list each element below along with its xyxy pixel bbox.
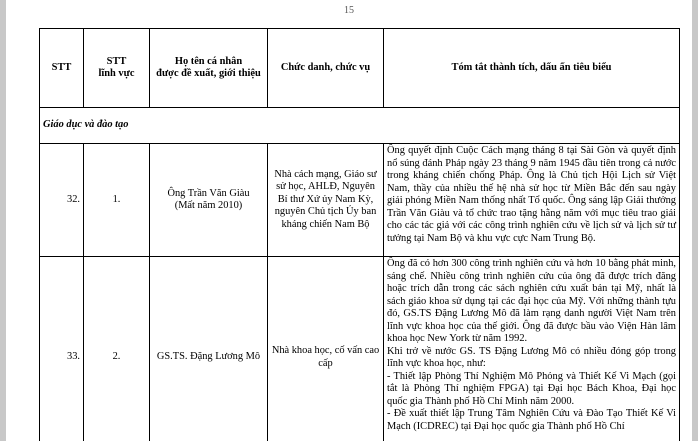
row-field-stt: 2.: [84, 257, 150, 441]
page-number: 15: [344, 5, 354, 16]
header-name: [150, 29, 268, 108]
row-name: [150, 144, 268, 257]
section-title: Giáo dục và đào tạo: [40, 108, 680, 144]
header-stt-field-line2: lĩnh vực: [98, 68, 135, 79]
row-name: [150, 257, 268, 441]
summary-paragraph: Ông đã có hơn 300 công trình nghiên cứu và hơn 10 bằng phát minh, sáng chế. Nhiều công trình nghiên cứu của ông đã được trích đăng hoặc trích dẫn trong các sách nghiên cứu xuất bản tại Mỹ, nhất là sách giáo khoa sử dụng tại các đại học của Mỹ. Với những thành tựu đó, GS.TS Đặng Lương Mô đã làm rạng danh người Việt Nam trên lĩnh vực khoa học của thế giới. Ông đã được bầu vào Viện Hàn lâm khoa học New York từ năm 1992.: [387, 258, 676, 344]
summary-paragraph: Khi trở về nước GS. TS Đặng Lương Mô có nhiều đóng góp trong lĩnh vực khoa học, như:: [387, 345, 676, 369]
row-title: Nhà khoa học, cố vấn cao cấp: [268, 257, 384, 441]
row-title: Nhà cách mạng, Giáo sư sử học, AHLĐ, Nguyên Bí thư Xứ ủy Nam Kỳ, nguyên Chủ tịch Ủy ban kháng chiến Nam Bộ: [268, 144, 384, 257]
row-summary: [384, 257, 680, 441]
document-page: [6, 0, 692, 441]
header-stt: STT: [40, 29, 84, 108]
row-field-stt: 1.: [84, 144, 150, 257]
header-summary: Tóm tắt thành tích, dấu ấn tiêu biểu: [384, 29, 680, 108]
row-name-line1: Ông Trần Văn Giàu: [167, 187, 250, 199]
header-name-line2: được đề xuất, giới thiệu: [156, 68, 261, 79]
row-name-line1: GS.TS. Đặng Lương Mô: [156, 351, 261, 363]
row-summary: [384, 144, 680, 257]
section-row: [40, 108, 680, 144]
row-name-line2: (Mất năm 2010): [174, 200, 243, 211]
row-stt: 32.: [40, 144, 84, 257]
header-title: Chức danh, chức vụ: [268, 29, 384, 108]
table-row: [40, 257, 680, 441]
summary-paragraph: - Thiết lập Phòng Thí Nghiệm Mô Phỏng và Thiết Kế Vi Mạch (gọi tắt là Phòng Thí nghiệm FPGA) tại Đại học Bách Khoa, Đại học quốc gia Thành phố Hồ Chí Minh năm 2000.: [387, 370, 676, 407]
table-row: [40, 144, 680, 257]
nominee-table: [39, 28, 680, 441]
header-stt-field: [84, 29, 150, 108]
row-stt: 33.: [40, 257, 84, 441]
header-name-line1: Họ tên cá nhân: [174, 55, 243, 67]
table-header-row: [40, 29, 680, 108]
summary-paragraph: Ông quyết định Cuộc Cách mạng tháng 8 tại Sài Gòn và quyết định nổ súng đánh Pháp ngày 23 tháng 9 năm 1945 đầu tiên trong cả nước trong kháng chiến chống Pháp. Ông là Chủ tịch Hội Lịch sử Việt Nam, thầy của nhiều thế hệ nhà sử học từ Miền Bắc đến sau ngày giải phóng Miền Nam thống nhất Tổ quốc. Ông sáng lập Giải thưởng Trần Văn Giàu và tổ chức trao tặng hằng năm với mục tiêu trao giải cho các tác giả với các công trình nghiên cứu về lịch sử và lịch sử tư tưởng tại Nam Bộ và khu vực cực Nam Trung Bộ.: [387, 145, 676, 244]
summary-paragraph: - Đề xuất thiết lập Trung Tâm Nghiên Cứu và Đào Tạo Thiết Kế Vi Mạch (ICDREC) tại Đại học quốc gia Thành phố Hồ Chí: [387, 408, 676, 432]
header-stt-field-line1: STT: [106, 55, 127, 67]
